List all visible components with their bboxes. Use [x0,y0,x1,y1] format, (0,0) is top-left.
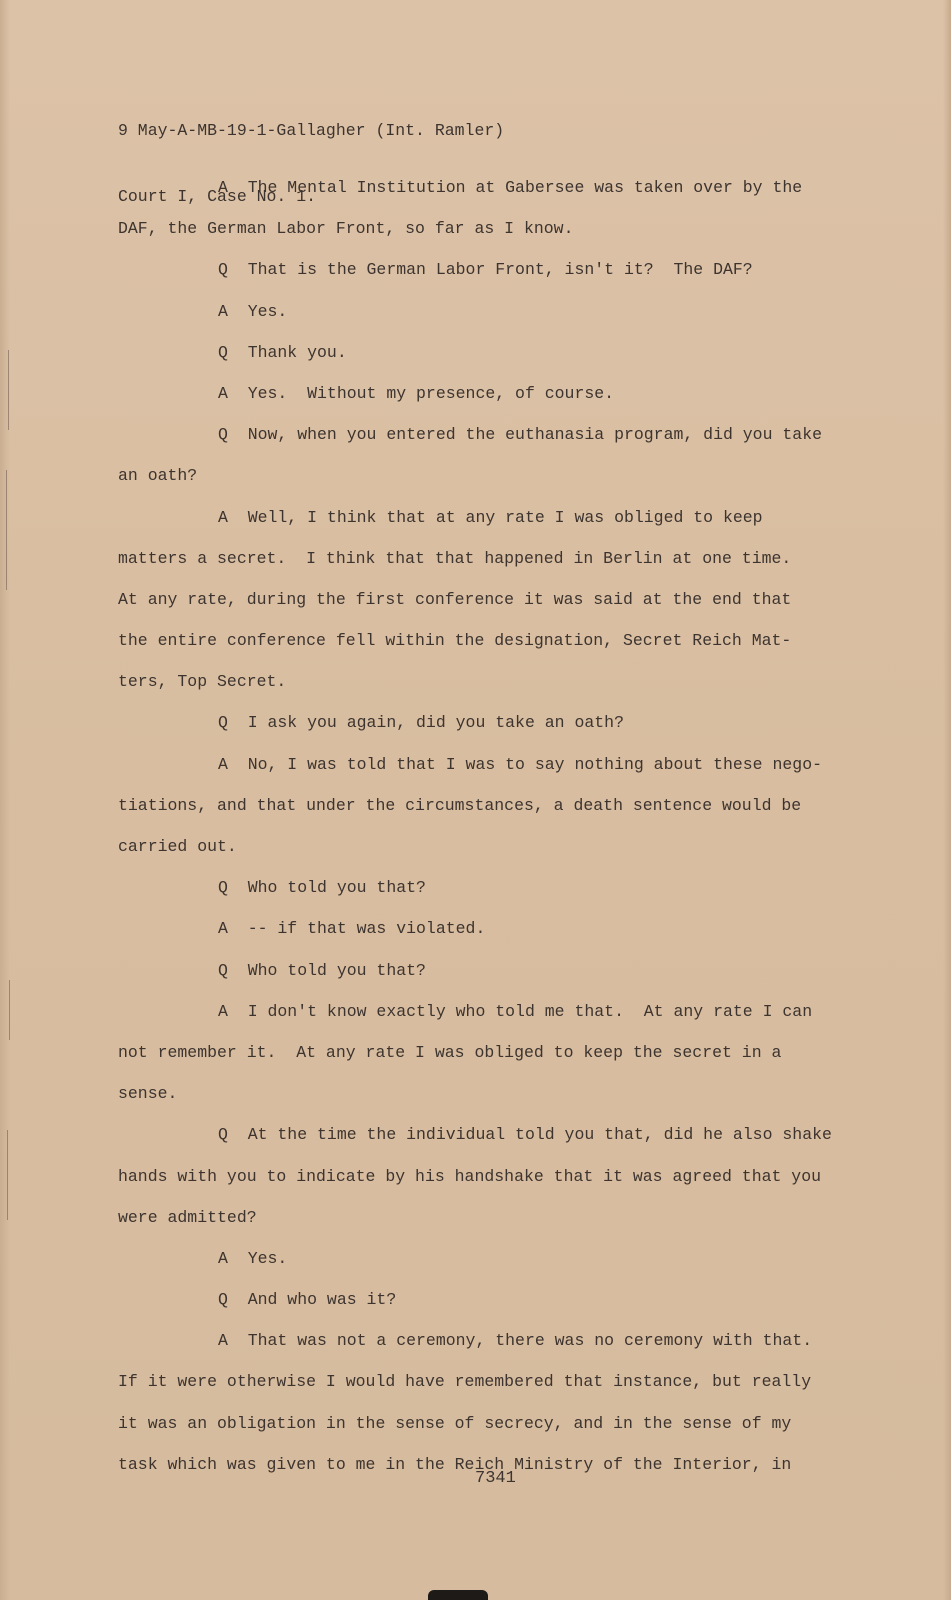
transcript-line: task which was given to me in the Reich Ministry of the Interior, in [118,1454,792,1474]
transcript-line: A The Mental Institution at Gabersee was taken over by the [218,178,803,197]
transcript-line: Q I ask you again, did you take an oath? [218,713,624,733]
header-line-2: Court I, Case No. 1. [118,187,317,206]
header-line-1: 9 May-A-MB-19-1-Gallagher (Int. Ramler) [118,121,505,140]
margin-mark [8,350,9,430]
transcript-line: matters a secret. I think that that happened in Berlin at one time. [118,548,792,568]
transcript-line: A No, I was told that I was to say nothing about these nego- [218,754,822,774]
transcript-line: A Yes. Without my presence, of course. [218,383,615,403]
transcript-line: an oath? [118,466,198,486]
transcript-line: At any rate, during the first conference it was said at the end that [118,589,792,609]
transcript-line: A Yes. [218,1248,288,1268]
page-number: 7341 [475,1469,516,1488]
transcript-line: Q Now, when you entered the euthanasia program, did you take [218,425,822,445]
page-edge-right [943,0,951,1600]
transcript-line: it was an obligation in the sense of secrecy, and in the sense of my [118,1413,792,1433]
transcript-line: If it were otherwise I would have remembered that instance, but really [118,1372,812,1392]
transcript-line: Q Who told you that? [218,878,426,898]
margin-mark [7,1130,8,1220]
transcript-line: Q At the time the individual told you that, did he also shake [218,1125,832,1145]
transcript-line: A Yes. [218,301,288,321]
transcript-line: Q Thank you. [218,342,347,362]
transcript-line: sense. [118,1084,178,1104]
margin-mark [9,980,10,1040]
transcript-body [118,177,858,1495]
transcript-line: carried out. [118,837,237,856]
transcript-line: not remember it. At any rate I was obliged to keep the secret in a [118,1042,782,1062]
transcript-line: A I don't know exactly who told me that. At any rate I can [218,1001,813,1021]
transcript-line: ters, Top Secret. [118,672,287,692]
transcript-line: Q That is the German Labor Front, isn't it? The DAF? [218,260,753,280]
transcript-line: A Well, I think that at any rate I was obliged to keep [218,507,763,527]
transcript-line: A -- if that was violated. [218,919,486,939]
transcript-line: A That was not a ceremony, there was no ceremony with that. [218,1331,813,1351]
transcript-line: the entire conference fell within the designation, Secret Reich Mat- [118,631,792,651]
transcript-line: tiations, and that under the circumstances, a death sentence would be [118,795,802,815]
transcript-line: Q Who told you that? [218,960,426,980]
margin-mark [6,470,7,590]
binding-mark [428,1590,488,1600]
transcript-line: Q And who was it? [218,1290,397,1310]
page-edge-left [0,0,10,1600]
transcript-line: hands with you to indicate by his handshake that it was agreed that you [118,1166,822,1186]
transcript-line: were admitted? [118,1207,257,1227]
transcript-line: DAF, the German Labor Front, so far as I know. [118,219,574,239]
